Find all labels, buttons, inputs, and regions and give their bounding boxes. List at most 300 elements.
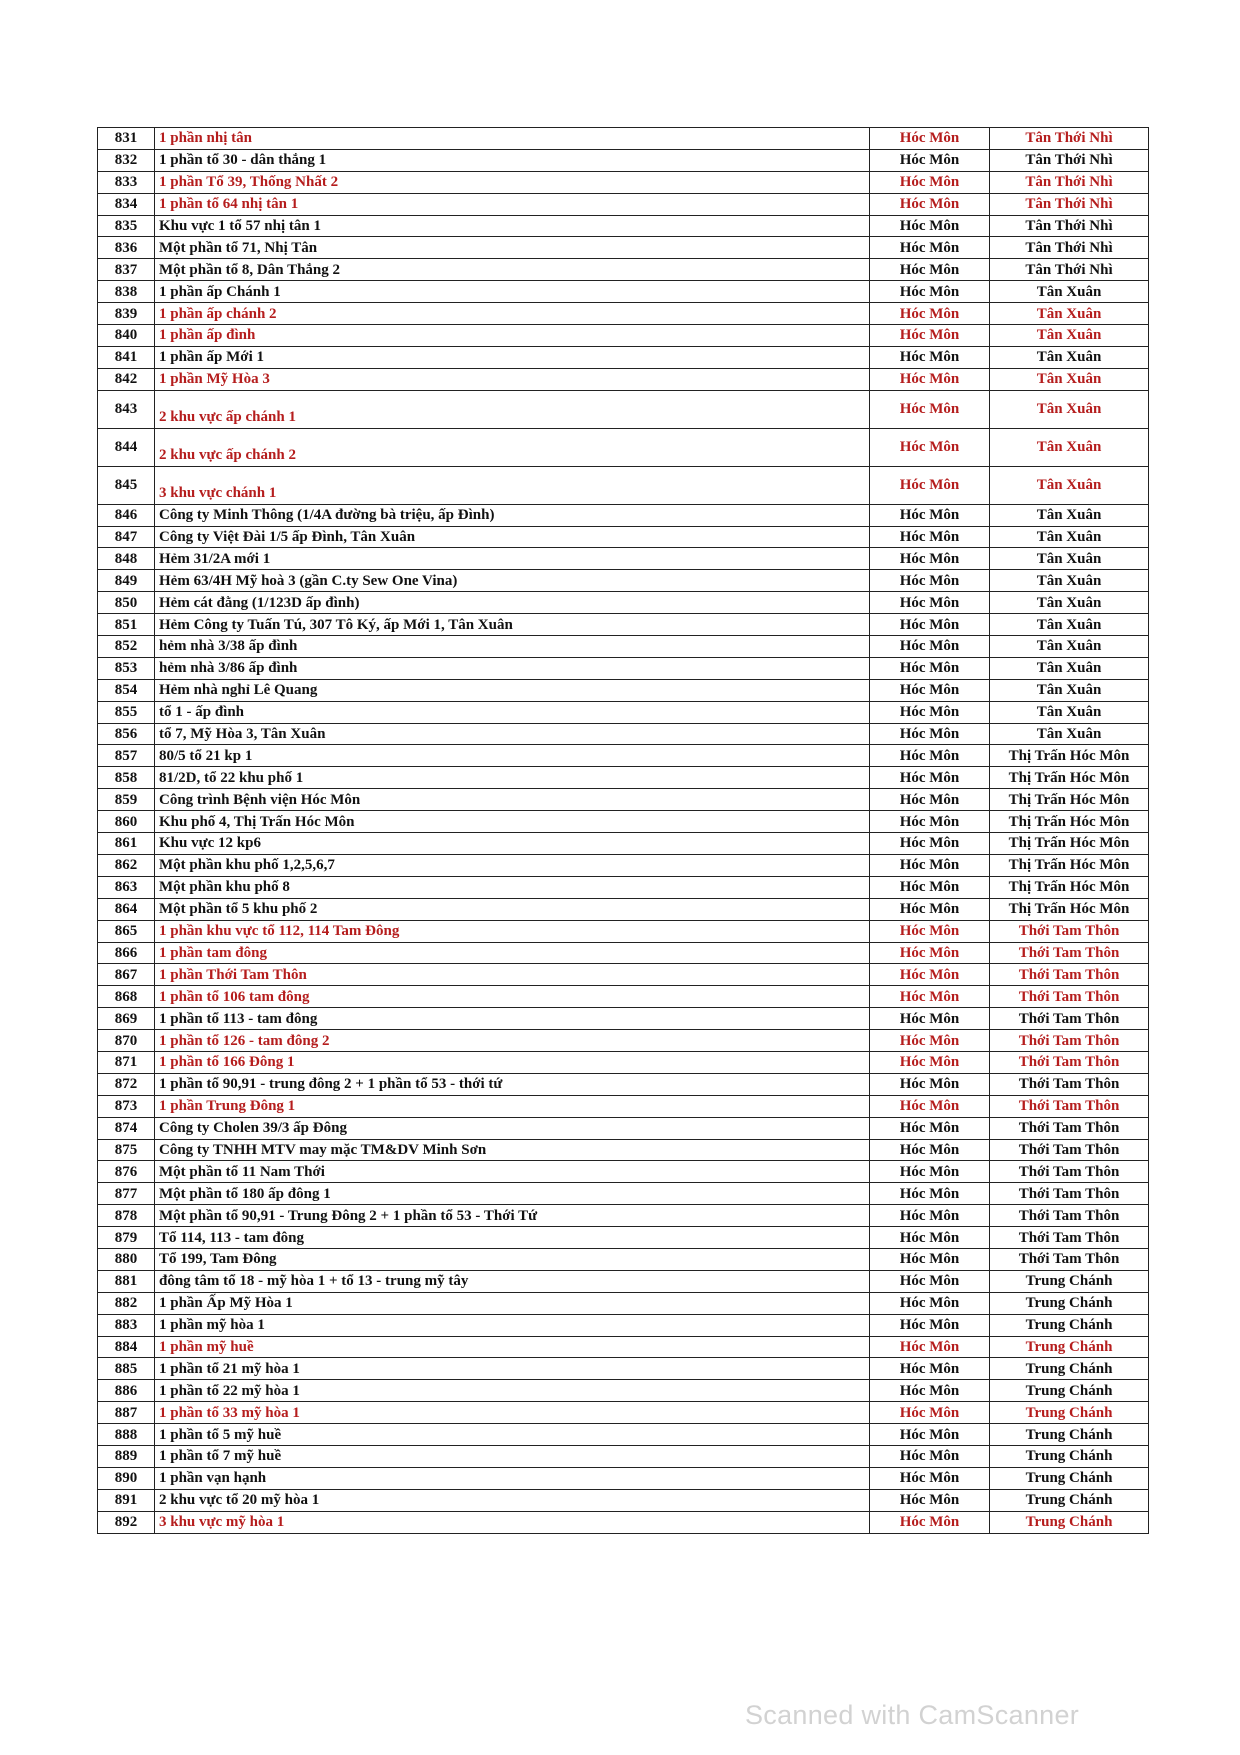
ward-cell: Tân Xuân [990,614,1149,636]
ward-cell: Tân Thới Nhì [990,237,1149,259]
location-cell: 1 phần ấp đình [155,325,870,347]
ward-cell: Tân Xuân [990,368,1149,390]
district-cell: Hóc Môn [870,1270,990,1292]
ward-cell: Trung Chánh [990,1270,1149,1292]
ward-cell: Thới Tam Thôn [990,1073,1149,1095]
location-table-body [98,128,1149,1534]
table-row [98,898,1149,920]
district-cell: Hóc Môn [870,1248,990,1270]
ward-cell: Thới Tam Thôn [990,1161,1149,1183]
ward-cell: Thới Tam Thôn [990,1095,1149,1117]
ward-cell: Tân Thới Nhì [990,149,1149,171]
table-row [98,1380,1149,1402]
location-cell: Một phần tổ 90,91 - Trung Đông 2 + 1 phần tổ 53 - Thới Tứ [155,1205,870,1227]
row-number: 884 [98,1336,155,1358]
table-row [98,657,1149,679]
location-cell: 1 phần khu vực tổ 112, 114 Tam Đông [155,920,870,942]
table-row [98,723,1149,745]
ward-cell: Tân Xuân [990,390,1149,428]
location-cell: Một phần khu phố 1,2,5,6,7 [155,854,870,876]
row-number: 890 [98,1467,155,1489]
ward-cell: Thị Trấn Hóc Môn [990,811,1149,833]
table-row [98,920,1149,942]
ward-cell: Thới Tam Thôn [990,1117,1149,1139]
row-number: 846 [98,504,155,526]
district-cell: Hóc Môn [870,149,990,171]
row-number: 854 [98,679,155,701]
row-number: 844 [98,428,155,466]
location-cell: 1 phần tổ 64 nhị tân 1 [155,193,870,215]
ward-cell: Tân Xuân [990,701,1149,723]
table-row [98,1139,1149,1161]
row-number: 873 [98,1095,155,1117]
location-cell: đông tâm tổ 18 - mỹ hòa 1 + tổ 13 - trung mỹ tây [155,1270,870,1292]
ward-cell: Trung Chánh [990,1402,1149,1424]
row-number: 876 [98,1161,155,1183]
table-row [98,390,1149,428]
table-row [98,986,1149,1008]
district-cell: Hóc Môn [870,854,990,876]
row-number: 835 [98,215,155,237]
location-cell: 1 phần mỹ huề [155,1336,870,1358]
location-cell: Hẻm cát đằng (1/123D ấp đình) [155,592,870,614]
district-cell: Hóc Môn [870,466,990,504]
table-row [98,1095,1149,1117]
location-cell: 1 phần ấp chánh 2 [155,303,870,325]
ward-cell: Trung Chánh [990,1445,1149,1467]
district-cell: Hóc Môn [870,767,990,789]
district-cell: Hóc Môn [870,701,990,723]
row-number: 891 [98,1489,155,1511]
row-number: 870 [98,1030,155,1052]
location-cell: 1 phần tổ 106 tam đông [155,986,870,1008]
ward-cell: Thới Tam Thôn [990,1008,1149,1030]
table-row [98,1008,1149,1030]
district-cell: Hóc Môn [870,259,990,281]
ward-cell: Trung Chánh [990,1336,1149,1358]
table-row [98,1227,1149,1249]
district-cell: Hóc Môn [870,833,990,855]
ward-cell: Thới Tam Thôn [990,1248,1149,1270]
row-number: 886 [98,1380,155,1402]
table-row [98,303,1149,325]
district-cell: Hóc Môn [870,325,990,347]
row-number: 889 [98,1445,155,1467]
table-row [98,1205,1149,1227]
row-number: 855 [98,701,155,723]
ward-cell: Thới Tam Thôn [990,1183,1149,1205]
table-row [98,701,1149,723]
table-row [98,811,1149,833]
ward-cell: Tân Xuân [990,636,1149,658]
location-cell: 3 khu vực mỹ hòa 1 [155,1511,870,1533]
district-cell: Hóc Môn [870,237,990,259]
table-row [98,1424,1149,1446]
location-cell: Một phần tổ 8, Dân Thắng 2 [155,259,870,281]
ward-cell: Thị Trấn Hóc Môn [990,854,1149,876]
district-cell: Hóc Môn [870,1445,990,1467]
district-cell: Hóc Môn [870,548,990,570]
ward-cell: Tân Xuân [990,281,1149,303]
row-number: 845 [98,466,155,504]
district-cell: Hóc Môn [870,614,990,636]
ward-cell: Trung Chánh [990,1424,1149,1446]
row-number: 864 [98,898,155,920]
district-cell: Hóc Môn [870,811,990,833]
location-cell: 1 phần tổ 113 - tam đông [155,1008,870,1030]
location-cell: 1 phần Ấp Mỹ Hòa 1 [155,1292,870,1314]
table-row [98,526,1149,548]
table-row [98,237,1149,259]
table-row [98,854,1149,876]
ward-cell: Thới Tam Thôn [990,1030,1149,1052]
ward-cell: Trung Chánh [990,1358,1149,1380]
table-row [98,1358,1149,1380]
ward-cell: Thị Trấn Hóc Môn [990,876,1149,898]
table-row [98,745,1149,767]
location-cell: Khu vực 12 kp6 [155,833,870,855]
ward-cell: Tân Xuân [990,570,1149,592]
ward-cell: Tân Xuân [990,548,1149,570]
location-cell: 2 khu vực ấp chánh 2 [155,428,870,466]
location-cell: 3 khu vực chánh 1 [155,466,870,504]
row-number: 839 [98,303,155,325]
location-cell: Hẻm 63/4H Mỹ hoà 3 (gần C.ty Sew One Vina) [155,570,870,592]
table-row [98,1489,1149,1511]
table-row [98,548,1149,570]
location-cell: Tổ 199, Tam Đông [155,1248,870,1270]
ward-cell: Tân Xuân [990,504,1149,526]
district-cell: Hóc Môn [870,1205,990,1227]
row-number: 863 [98,876,155,898]
row-number: 843 [98,390,155,428]
table-row [98,767,1149,789]
district-cell: Hóc Môn [870,942,990,964]
ward-cell: Thới Tam Thôn [990,1051,1149,1073]
location-cell: 1 phần tam đông [155,942,870,964]
table-row [98,1467,1149,1489]
row-number: 851 [98,614,155,636]
row-number: 866 [98,942,155,964]
row-number: 882 [98,1292,155,1314]
district-cell: Hóc Môn [870,1336,990,1358]
location-cell: tổ 1 - ấp đình [155,701,870,723]
ward-cell: Thới Tam Thôn [990,986,1149,1008]
table-row [98,942,1149,964]
ward-cell: Thị Trấn Hóc Môn [990,789,1149,811]
district-cell: Hóc Môn [870,920,990,942]
district-cell: Hóc Môn [870,346,990,368]
ward-cell: Tân Xuân [990,325,1149,347]
row-number: 880 [98,1248,155,1270]
location-cell: 81/2D, tổ 22 khu phố 1 [155,767,870,789]
location-cell: 80/5 tổ 21 kp 1 [155,745,870,767]
row-number: 842 [98,368,155,390]
table-row [98,1511,1149,1533]
location-cell: 1 phần tổ 5 mỹ huề [155,1424,870,1446]
table-row [98,1030,1149,1052]
table-row [98,428,1149,466]
district-cell: Hóc Môn [870,390,990,428]
table-row [98,171,1149,193]
district-cell: Hóc Môn [870,193,990,215]
row-number: 837 [98,259,155,281]
table-row [98,193,1149,215]
district-cell: Hóc Môn [870,215,990,237]
location-cell: Hẻm 31/2A mới 1 [155,548,870,570]
district-cell: Hóc Môn [870,1161,990,1183]
district-cell: Hóc Môn [870,1467,990,1489]
ward-cell: Tân Thới Nhì [990,193,1149,215]
table-row [98,466,1149,504]
ward-cell: Tân Thới Nhì [990,128,1149,150]
location-cell: Một phần tổ 71, Nhị Tân [155,237,870,259]
district-cell: Hóc Môn [870,303,990,325]
location-table [97,127,1149,1534]
location-cell: 1 phần tổ 7 mỹ huề [155,1445,870,1467]
district-cell: Hóc Môn [870,679,990,701]
location-cell: Một phần tổ 5 khu phố 2 [155,898,870,920]
row-number: 875 [98,1139,155,1161]
ward-cell: Tân Xuân [990,723,1149,745]
row-number: 871 [98,1051,155,1073]
row-number: 847 [98,526,155,548]
ward-cell: Tân Thới Nhì [990,259,1149,281]
district-cell: Hóc Môn [870,1117,990,1139]
table-row [98,368,1149,390]
district-cell: Hóc Môn [870,1424,990,1446]
district-cell: Hóc Môn [870,986,990,1008]
district-cell: Hóc Môn [870,657,990,679]
table-row [98,1183,1149,1205]
row-number: 883 [98,1314,155,1336]
row-number: 840 [98,325,155,347]
ward-cell: Trung Chánh [990,1380,1149,1402]
table-row [98,876,1149,898]
table-row [98,1117,1149,1139]
ward-cell: Tân Xuân [990,346,1149,368]
row-number: 831 [98,128,155,150]
district-cell: Hóc Môn [870,592,990,614]
row-number: 868 [98,986,155,1008]
ward-cell: Tân Xuân [990,303,1149,325]
location-cell: 1 phần tổ 126 - tam đông 2 [155,1030,870,1052]
table-row [98,1051,1149,1073]
row-number: 874 [98,1117,155,1139]
row-number: 865 [98,920,155,942]
location-cell: 1 phần tổ 30 - dân thắng 1 [155,149,870,171]
location-cell: 1 phần ấp Mới 1 [155,346,870,368]
row-number: 877 [98,1183,155,1205]
district-cell: Hóc Môn [870,128,990,150]
district-cell: Hóc Môn [870,789,990,811]
district-cell: Hóc Môn [870,1292,990,1314]
ward-cell: Trung Chánh [990,1467,1149,1489]
location-cell: hẻm nhà 3/86 ấp đình [155,657,870,679]
row-number: 860 [98,811,155,833]
district-cell: Hóc Môn [870,570,990,592]
row-number: 848 [98,548,155,570]
ward-cell: Thới Tam Thôn [990,942,1149,964]
location-cell: Công trình Bệnh viện Hóc Môn [155,789,870,811]
location-cell: Một phần tổ 11 Nam Thới [155,1161,870,1183]
location-cell: Hẻm Công ty Tuấn Tú, 307 Tô Ký, ấp Mới 1, Tân Xuân [155,614,870,636]
district-cell: Hóc Môn [870,1227,990,1249]
ward-cell: Tân Thới Nhì [990,215,1149,237]
row-number: 858 [98,767,155,789]
location-cell: Công ty TNHH MTV may mặc TM&DV Minh Sơn [155,1139,870,1161]
location-cell: Hẻm nhà nghỉ Lê Quang [155,679,870,701]
location-cell: 1 phần Tổ 39, Thống Nhất 2 [155,171,870,193]
location-cell: 1 phần vạn hạnh [155,1467,870,1489]
table-row [98,259,1149,281]
row-number: 869 [98,1008,155,1030]
table-row [98,325,1149,347]
district-cell: Hóc Môn [870,526,990,548]
location-cell: 1 phần tổ 33 mỹ hòa 1 [155,1402,870,1424]
camscanner-watermark: Scanned with CamScanner [745,1700,1080,1730]
location-cell: 1 phần mỹ hòa 1 [155,1314,870,1336]
location-cell: hẻm nhà 3/38 ấp đình [155,636,870,658]
table-row [98,1270,1149,1292]
district-cell: Hóc Môn [870,964,990,986]
district-cell: Hóc Môn [870,1051,990,1073]
table-row [98,833,1149,855]
location-cell: Một phần khu phố 8 [155,876,870,898]
table-row [98,1292,1149,1314]
row-number: 879 [98,1227,155,1249]
ward-cell: Tân Xuân [990,679,1149,701]
row-number: 862 [98,854,155,876]
district-cell: Hóc Môn [870,1358,990,1380]
location-cell: 1 phần tổ 22 mỹ hòa 1 [155,1380,870,1402]
row-number: 885 [98,1358,155,1380]
row-number: 867 [98,964,155,986]
ward-cell: Thị Trấn Hóc Môn [990,898,1149,920]
location-cell: Công ty Cholen 39/3 ấp Đông [155,1117,870,1139]
table-row [98,636,1149,658]
location-cell: 1 phần nhị tân [155,128,870,150]
ward-cell: Trung Chánh [990,1511,1149,1533]
row-number: 849 [98,570,155,592]
location-cell: 1 phần Thới Tam Thôn [155,964,870,986]
row-number: 838 [98,281,155,303]
ward-cell: Trung Chánh [990,1314,1149,1336]
ward-cell: Thới Tam Thôn [990,920,1149,942]
location-cell: 1 phần tổ 166 Đông 1 [155,1051,870,1073]
district-cell: Hóc Môn [870,745,990,767]
district-cell: Hóc Môn [870,504,990,526]
table-row [98,1248,1149,1270]
location-cell: 1 phần Mỹ Hòa 3 [155,368,870,390]
row-number: 881 [98,1270,155,1292]
district-cell: Hóc Môn [870,1008,990,1030]
row-number: 841 [98,346,155,368]
location-cell: Công ty Minh Thông (1/4A đường bà triệu, ấp Đình) [155,504,870,526]
ward-cell: Tân Thới Nhì [990,171,1149,193]
location-cell: Khu phố 4, Thị Trấn Hóc Môn [155,811,870,833]
district-cell: Hóc Môn [870,368,990,390]
table-row [98,128,1149,150]
district-cell: Hóc Môn [870,428,990,466]
table-row [98,1402,1149,1424]
table-row [98,964,1149,986]
row-number: 872 [98,1073,155,1095]
row-number: 832 [98,149,155,171]
row-number: 856 [98,723,155,745]
table-row [98,789,1149,811]
table-row [98,570,1149,592]
table-row [98,1161,1149,1183]
ward-cell: Thị Trấn Hóc Môn [990,745,1149,767]
row-number: 853 [98,657,155,679]
ward-cell: Trung Chánh [990,1489,1149,1511]
location-cell: 1 phần Trung Đông 1 [155,1095,870,1117]
district-cell: Hóc Môn [870,876,990,898]
district-cell: Hóc Môn [870,281,990,303]
ward-cell: Tân Xuân [990,466,1149,504]
location-cell: tổ 7, Mỹ Hòa 3, Tân Xuân [155,723,870,745]
district-cell: Hóc Môn [870,1511,990,1533]
district-cell: Hóc Môn [870,171,990,193]
row-number: 861 [98,833,155,855]
table-row [98,149,1149,171]
table-row [98,346,1149,368]
table-row [98,614,1149,636]
district-cell: Hóc Môn [870,1073,990,1095]
location-cell: Khu vực 1 tổ 57 nhị tân 1 [155,215,870,237]
table-row [98,215,1149,237]
row-number: 887 [98,1402,155,1424]
table-row [98,1445,1149,1467]
table-row [98,679,1149,701]
ward-cell: Thới Tam Thôn [990,1205,1149,1227]
row-number: 833 [98,171,155,193]
table-row [98,281,1149,303]
row-number: 836 [98,237,155,259]
table-row [98,504,1149,526]
location-cell: 1 phần tổ 21 mỹ hòa 1 [155,1358,870,1380]
row-number: 888 [98,1424,155,1446]
location-cell: 1 phần tổ 90,91 - trung đông 2 + 1 phần tổ 53 - thới tứ [155,1073,870,1095]
ward-cell: Tân Xuân [990,592,1149,614]
ward-cell: Tân Xuân [990,657,1149,679]
district-cell: Hóc Môn [870,1314,990,1336]
location-cell: 2 khu vực ấp chánh 1 [155,390,870,428]
ward-cell: Thị Trấn Hóc Môn [990,767,1149,789]
row-number: 850 [98,592,155,614]
district-cell: Hóc Môn [870,898,990,920]
district-cell: Hóc Môn [870,1380,990,1402]
row-number: 878 [98,1205,155,1227]
location-cell: Một phần tổ 180 ấp đông 1 [155,1183,870,1205]
location-cell: 2 khu vực tổ 20 mỹ hòa 1 [155,1489,870,1511]
table-row [98,1336,1149,1358]
ward-cell: Thới Tam Thôn [990,1139,1149,1161]
row-number: 859 [98,789,155,811]
district-cell: Hóc Môn [870,1030,990,1052]
district-cell: Hóc Môn [870,1402,990,1424]
row-number: 834 [98,193,155,215]
table-row [98,592,1149,614]
location-cell: 1 phần ấp Chánh 1 [155,281,870,303]
ward-cell: Tân Xuân [990,428,1149,466]
location-cell: Công ty Việt Đài 1/5 ấp Đình, Tân Xuân [155,526,870,548]
table-row [98,1314,1149,1336]
ward-cell: Thị Trấn Hóc Môn [990,833,1149,855]
ward-cell: Thới Tam Thôn [990,964,1149,986]
district-cell: Hóc Môn [870,723,990,745]
